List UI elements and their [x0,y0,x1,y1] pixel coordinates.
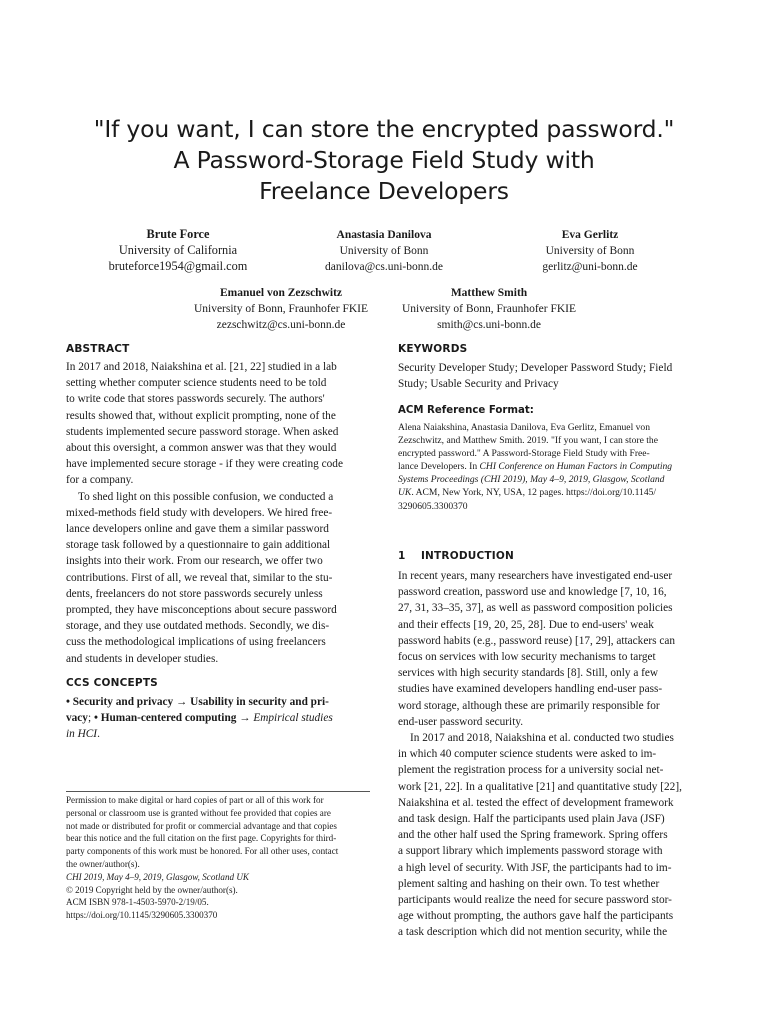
author-name: Eva Gerlitz [561,229,619,241]
keywords-line: Security Developer Study; Developer Password Study; Field [398,362,673,374]
abstract-line: dents, freelancers do not store passwords securely unless [66,587,323,600]
abstract-body [66,359,376,667]
acm-reference-venue: UK [398,487,412,499]
ccs-term: • Security and privacy [66,696,174,708]
abstract-line: prompted, they have misconceptions about secure password [66,604,337,617]
abstract-line: storage, and they use outdated methods. Secondly, we dis- [66,620,330,633]
section-number: 1 [398,550,406,562]
ccs-term: vacy [66,712,88,725]
author-affiliation: University of Bonn [545,245,635,257]
introduction-line: a support library which implements password storage with [398,845,663,858]
introduction-line: password habits (e.g., password reuse) [17, 29], attackers can [398,634,675,647]
title-line: "If you want, I can store the encrypted password." [93,115,675,143]
abstract-line: to write code that stores passwords securely. The authors' [66,393,325,406]
introduction-line: work [21, 22]. In a qualitative [21] and quantitative study [22], [398,780,682,793]
author-email[interactable]: bruteforce1954@gmail.com [108,259,248,273]
footnote-copyright: © 2019 Copyright held by the owner/author(s). [66,884,238,895]
title-line: A Password-Storage Field Study with [173,146,595,174]
author-email[interactable]: smith@cs.uni-bonn.de [437,319,541,331]
introduction-line: and the other half used the Spring framework. Spring offers [398,829,668,842]
author-block [180,285,382,333]
acm-reference-venue: CHI Conference on Human Factors in Computing [479,461,673,473]
paper-title [40,114,728,207]
introduction-line: in which 40 computer science students were asked to im- [398,748,657,761]
introduction-line: focus on services with low security mechanisms to target [398,651,656,664]
footnote-line: bear this notice and the full citation on the first page. Copyrights for third- [66,833,337,844]
introduction-line: a task description which did not mention security, while the [398,926,668,939]
introduction-line: participants would realize the need for secure password stor- [398,894,672,907]
ccs-separator: ; [87,712,94,725]
abstract-line: To shed light on this possible confusion, we conducted a [78,490,334,503]
ccs-term: in HCI [66,728,98,741]
abstract-line: mixed-methods field study with developers. We hired free- [66,506,333,519]
author-affiliation: University of California [118,243,238,257]
footnote-line: Permission to make digital or hard copies of part or all of this work for [66,795,324,805]
introduction-line: Naiakshina et al. tested the effect of development framework [398,796,674,809]
abstract-line: about this oversight, a common answer was that they would [66,442,337,455]
keywords-line: Study; Usable Security and Privacy [398,378,559,391]
introduction-line: password creation, password use and knowledge [7, 10, 16, [398,586,667,599]
introduction-line: In 2017 and 2018, Naiakshina et al. conducted two studies [410,732,674,745]
introduction-line: and task design. Half the participants used plain Java (JSF) [398,813,665,826]
ccs-term: • Human-centered computing [93,712,237,725]
abstract-line: In 2017 and 2018, Naiakshina et al. [21, 22] studied in a lab [66,361,337,373]
ccs-arrow: → [173,696,191,708]
abstract-line: results showed that, without explicit prompting, none of the [66,409,336,422]
introduction-line: a high level of security. With JSF, the participants had to im- [398,861,672,874]
ccs-body [66,694,376,743]
footnote-venue: CHI 2019, May 4–9, 2019, Glasgow, Scotland UK [66,871,249,882]
introduction-line: studies have examined developers handling end-user pass- [398,683,663,696]
ccs-term: Usability in security and pri- [190,696,329,708]
author-name: Brute Force [146,227,210,241]
author-name: Matthew Smith [450,287,528,299]
introduction-line: plement salting and hashing on their own. To test whether [398,877,660,890]
author-email[interactable]: gerlitz@uni-bonn.de [542,261,638,273]
acm-reference-body [398,421,708,513]
footnote-line: the owner/author(s). [66,858,140,869]
section-title: INTRODUCTION [420,550,514,562]
acm-reference-doi[interactable]: 3290605.3300370 [398,500,468,512]
acm-reference-line: Zezschwitz, and Matthew Smith. 2019. "If you want, I can store the [398,435,658,447]
author-email[interactable]: zezschwitz@cs.uni-bonn.de [216,319,346,331]
abstract-line: students implemented secure password storage. When asked [66,425,339,438]
acm-reference-text: lance Developers. In [398,461,480,473]
introduction-line: 27, 31, 33–35, 37], as well as password composition policies [398,602,673,615]
introduction-line: age without prompting, the authors gave half the participants [398,910,674,923]
ccs-term: Empirical studies [253,712,333,725]
author-name: Anastasia Danilova [336,229,432,241]
footnote-line: party components of this work must be honored. For all other uses, contact [66,846,339,857]
title-line: Freelance Developers [259,177,509,205]
keywords-heading: KEYWORDS [398,343,468,355]
ccs-arrow: → [236,712,254,725]
abstract-line: lance developers online and gave them a similar password [66,523,329,536]
introduction-line: end-user password security. [398,715,524,728]
permission-footnote [66,794,376,922]
footnote-isbn: ACM ISBN 978-1-4503-5970-2/19/05. [66,897,209,908]
introduction-line: word storage, although these are primarily responsible for [398,699,660,712]
ccs-heading: CCS CONCEPTS [66,677,158,689]
author-block [294,227,474,275]
introduction-line: services with high security standards [8]. Still, only a few [398,667,659,680]
footnote-line: personal or classroom use is granted without fee provided that copies are [66,807,331,818]
author-affiliation: University of Bonn, Fraunhofer FKIE [401,303,577,315]
keywords-body [398,360,708,392]
introduction-line: In recent years, many researchers have investigated end-user [398,570,673,582]
ccs-terminator: . [97,728,100,741]
acm-reference-heading: ACM Reference Format: [398,405,534,416]
author-email[interactable]: danilova@cs.uni-bonn.de [325,261,443,273]
abstract-line: storage task followed by a questionnaire to gain additional [66,539,331,552]
footnote-rule [66,791,370,792]
acm-reference-line: Alena Naiakshina, Anastasia Danilova, Eva Gerlitz, Emanuel von [398,422,651,433]
footnote-doi[interactable]: https://doi.org/10.1145/3290605.3300370 [66,910,218,921]
abstract-line: have implemented secure storage - if they were creating code [66,458,343,471]
abstract-line: and students in developer studies. [66,652,219,665]
abstract-line: cuss the methodological implications of using freelancers [66,636,326,649]
acm-reference-line: encrypted password." A Password-Storage Field Study with Free- [398,448,650,460]
author-block [510,227,670,275]
abstract-line: setting whether computer science students need to be told [66,377,327,390]
acm-reference-venue: Systems Proceedings (CHI 2019), May 4–9, 2019, Glasgow, Scotland [398,474,665,486]
abstract-heading: ABSTRACT [66,343,130,355]
footnote-line: not made or distributed for profit or commercial advantage and that copies [66,820,337,831]
section-heading [398,550,514,562]
author-affiliation: University of Bonn [339,245,429,257]
author-affiliation: University of Bonn, Fraunhofer FKIE [193,303,369,315]
introduction-line: plement the registration process for a university social net- [398,764,664,777]
introduction-line: and their effects [19, 20, 25, 28]. Due to end-users' weak [398,618,654,631]
introduction-body [398,568,708,941]
acm-reference-text: . ACM, New York, NY, USA, 12 pages. https://doi.org/10.1145/ [411,487,657,499]
abstract-line: insights into their work. From our research, we offer two [66,555,323,568]
author-block [388,285,590,333]
author-block [100,226,256,274]
author-name: Emanuel von Zezschwitz [219,287,343,299]
abstract-line: for a company. [66,474,134,487]
abstract-line: contributions. First of all, we reveal that, similar to the stu- [66,571,333,584]
